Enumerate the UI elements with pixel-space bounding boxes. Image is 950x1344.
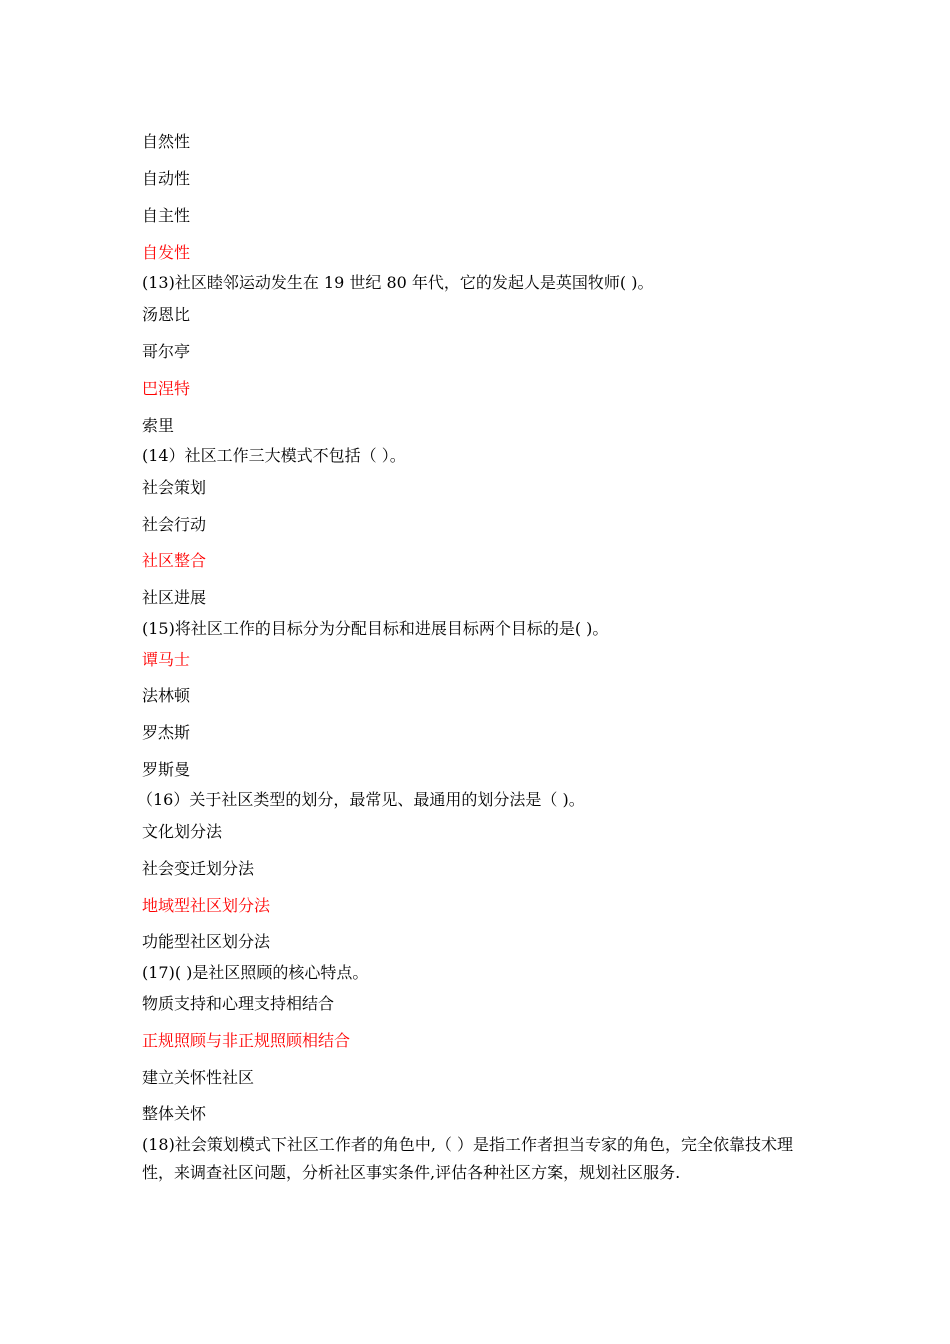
option-text: 汤恩比 <box>142 305 191 324</box>
option-text: 物质支持和心理支持相结合 <box>142 994 335 1013</box>
option-text: 社区进展 <box>142 588 207 607</box>
option-text: 自然性 <box>142 132 191 151</box>
option-text: 哥尔亭 <box>142 342 191 361</box>
question-18: (18)社会策划模式下社区工作者的角色中,（ ）是指工作者担当专家的角色，完全依靠技术理性，来调查社区问题，分析社区事实条件,评估各种社区方案，规划社区服务. <box>142 1135 794 1182</box>
option-text: 社会变迁划分法 <box>142 859 255 878</box>
answer-option: 地域型社区划分法 <box>142 896 271 915</box>
option-text: 文化划分法 <box>142 822 223 841</box>
option-text: 罗斯曼 <box>142 760 191 779</box>
option-text: 社会策划 <box>142 478 207 497</box>
answer-option: 自发性 <box>142 243 191 262</box>
question-17: (17)( )是社区照顾的核心特点。 <box>142 963 369 982</box>
answer-option: 正规照顾与非正规照顾相结合 <box>142 1031 351 1050</box>
option-text: 自主性 <box>142 206 191 225</box>
answer-option: 巴涅特 <box>142 379 191 398</box>
option-text: 罗杰斯 <box>142 723 191 742</box>
question-13: (13)社区睦邻运动发生在 19 世纪 80 年代，它的发起人是英国牧师( )。 <box>142 273 654 292</box>
question-14: (14）社区工作三大模式不包括（ ）。 <box>142 446 406 465</box>
option-text: 社会行动 <box>142 515 207 534</box>
option-text: 建立关怀性社区 <box>142 1068 255 1087</box>
answer-option: 谭马士 <box>142 650 191 669</box>
option-text: 法林顿 <box>142 686 191 705</box>
answer-option: 社区整合 <box>142 551 207 570</box>
question-15: (15)将社区工作的目标分为分配目标和进展目标两个目标的是( )。 <box>142 619 609 638</box>
option-text: 功能型社区划分法 <box>142 932 271 951</box>
option-text: 索里 <box>142 416 175 435</box>
option-text: 整体关怀 <box>142 1104 207 1123</box>
question-16: （16）关于社区类型的划分，最常见、最通用的划分法是（ )。 <box>137 790 585 809</box>
option-text: 自动性 <box>142 169 191 188</box>
